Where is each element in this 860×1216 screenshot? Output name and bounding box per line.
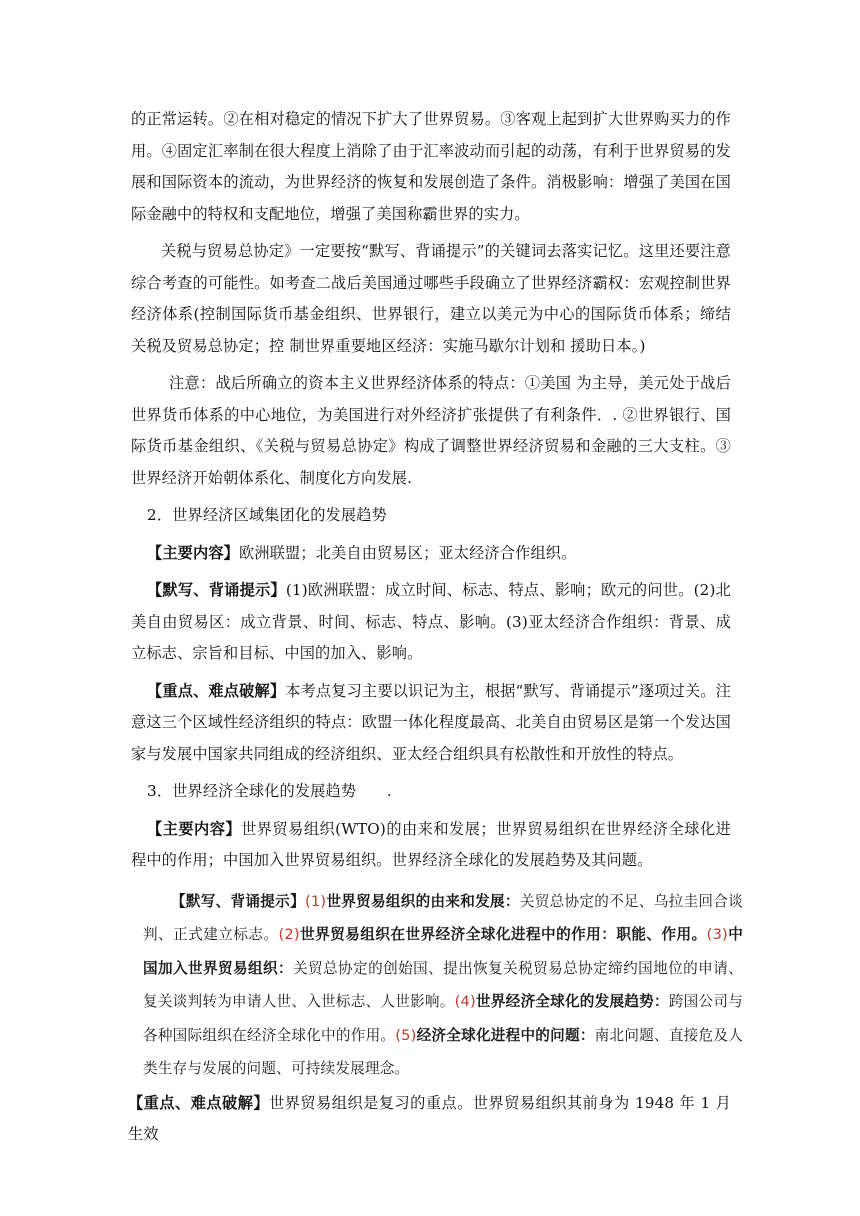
item-number: (5): [395, 1026, 417, 1044]
section-heading-3: 3．世界经济全球化的发展趋势 .: [147, 782, 392, 800]
paragraph-recite-1: [131, 575, 731, 670]
paragraph-1: 的正常运转。②在相对稳定的情况下扩大了世界贸易。③客观上起到扩大世界购买力的作用。④固定汇率制在很大程度上消除了由于汇率波动而引起的动荡，有利于世界贸易的发展和国际资本的流动，为世界经济的恢复和发展创造了条件。消极影响：增强了美国在国际金融中的特权和支配地位，增强了美国称霸世界的实力。: [131, 110, 731, 223]
paragraph-key-points-1: [131, 676, 731, 771]
item-heading: 世界贸易组织的由来和发展：: [326, 892, 520, 910]
paragraph-2: 关税与贸易总协定》一定要按“默写、背诵提示”的关键词去落实记忆。这里还要注意综合考查的可能性。如考查二战后美国通过哪些手段确立了世界经济霸权：宏观控制世界经济体系(控制国际货币基金组织、世界银行，建立以美元为中心的国际货币体系；缔结关税及贸易总协定；控 制世界重要地区经济：实施马歇尔计划和 援助日本。): [131, 242, 731, 355]
recite-text: (1)欧洲联盟：成立时间、标志、特点、影响；欧元的问世。(2)北美自由贸易区：成立背景、时间、标志、特点、影响。(3)亚太经济合作组织：背景、成立标志、宗旨和目标、中国的加入、影响。: [131, 581, 731, 662]
key-points-text: 世界贸易组织是复习的重点。世界贸易组织其前身为 1948 年 1 月生效: [128, 1093, 731, 1143]
key-points-text: 本考点复习主要以识记为主，根据“默写、背诵提示”逐项过关。注意这三个区域性经济组织的特点：欧盟一体化程度最高、北美自由贸易区是第一个发达国家与发展中国家共同组成的经济组织、亚太经合组织具有松散性和开放性的特点。: [131, 681, 731, 763]
item-text: 关贸总协定的不足、乌拉圭回合谈判、正式建立标志。: [143, 892, 743, 943]
label-key-points: 【重点、难点破解】: [147, 681, 286, 700]
main-content-text: 欧洲联盟；北美自由贸易区；亚太经济合作组织。: [239, 543, 577, 562]
label-recite: 【默写、背诵提示】: [171, 892, 305, 910]
embedded-recite-text: [143, 885, 743, 1086]
embedded-recite-block: [143, 885, 743, 1086]
item-text: 关贸总协定的创始国、提出恢复关税贸易总协定缔约国地位的申请、复关谈判转为申请人世、入世标志、人世影响。: [143, 959, 743, 1010]
label-key-points: 【重点、难点破解】: [128, 1093, 270, 1112]
item-text: 职能、作用。: [616, 926, 707, 943]
paragraph-main-content-2: [131, 814, 731, 877]
paragraph-3: 注意：战后所确立的资本主义世界经济体系的特点：①美国 为主导，美元处于战后世界货币体系的中心地位，为美国进行对外经济扩张提供了有利条件．. ②世界银行、国际货币基金组织、《关税与贸易总协定》构成了调整世界经济贸易和金融的三大支柱。③世界经济开始朝体系化、制度化方向发展.: [131, 374, 731, 487]
item-number: (4): [454, 993, 476, 1010]
item-heading: 中国加入世界贸易组织：: [143, 926, 744, 977]
item-heading: 世界贸易组织在世界经济全球化进程中的作用：: [299, 926, 617, 943]
item-number: (3): [706, 926, 728, 943]
main-content-text: 世界贸易组织(WTO)的由来和发展；世界贸易组织在世界经济全球化进程中的作用；中国加入世界贸易组织。世界经济全球化的发展趋势及其问题。: [131, 819, 731, 869]
item-heading: 经济全球化进程中的问题：: [416, 1026, 595, 1044]
document-body: [128, 104, 744, 1151]
label-main-content: 【主要内容】: [147, 819, 242, 838]
paragraph-main-content-1: [131, 538, 731, 570]
label-recite: 【默写、背诵提示】: [147, 581, 286, 599]
item-number: (2): [278, 926, 300, 943]
item-text: 跨国公司与各种国际组织在经济全球化中的作用。: [143, 993, 743, 1044]
item-heading: 世界经济全球化的发展趋势：: [475, 993, 669, 1010]
label-main-content: 【主要内容】: [147, 543, 240, 562]
section-heading-2: 2．世界经济区域集团化的发展趋势: [147, 506, 387, 524]
paragraph-key-points-2: [128, 1088, 731, 1151]
item-number: (1): [304, 892, 327, 910]
item-text: 南北问题、直接危及人类生存与发展的问题、可持续发展理念。: [143, 1026, 743, 1077]
